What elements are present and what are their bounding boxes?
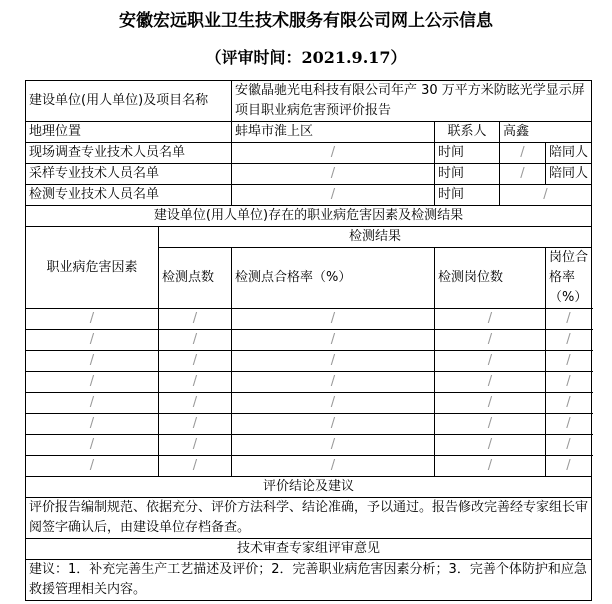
table-row (26, 372, 592, 393)
testing-time-label: 时间 (435, 185, 500, 206)
table-cell: / (26, 393, 159, 414)
table-cell: / (546, 435, 592, 456)
survey-time-label: 时间 (435, 143, 500, 164)
table-row (26, 414, 592, 435)
table-cell: / (159, 456, 232, 477)
table-cell: / (232, 414, 435, 435)
table-cell: / (435, 456, 546, 477)
review-date: （评审时间：2021.9.17） (205, 48, 407, 67)
col-header-point-rate: 检测点合格率（%） (232, 248, 435, 309)
table-cell: / (435, 330, 546, 351)
table-row (26, 351, 592, 372)
table-cell: / (159, 309, 232, 330)
table-cell: / (546, 393, 592, 414)
table-cell: / (159, 393, 232, 414)
testing-value: / (232, 185, 435, 206)
table-row (26, 330, 592, 351)
table-cell: / (159, 372, 232, 393)
table-cell: / (159, 414, 232, 435)
col-header-post-rate: 岗位合格率（%） (546, 248, 592, 309)
table-cell: / (435, 372, 546, 393)
table-cell: / (546, 351, 592, 372)
table-cell: / (546, 456, 592, 477)
table-cell: / (26, 435, 159, 456)
table-cell: / (26, 456, 159, 477)
page-title: 安徽宏远职业卫生技术服务有限公司网上公示信息 (119, 11, 493, 31)
sampling-companion-label: 陪同人 (546, 164, 592, 185)
table-cell: / (232, 456, 435, 477)
table-cell: / (232, 309, 435, 330)
table-cell: / (546, 309, 592, 330)
sampling-time-value: / (500, 164, 546, 185)
table-cell: / (159, 351, 232, 372)
survey-label: 现场调查专业技术人员名单 (26, 143, 232, 164)
hazards-section-title: 建设单位(用人单位)存在的职业病危害因素及检测结果 (26, 206, 592, 227)
unit-value: 安徽晶驰光电科技有限公司年产 30 万平方米防眩光学显示屏项目职业病危害预评价报告 (232, 81, 592, 122)
table-cell: / (546, 414, 592, 435)
table-cell: / (232, 435, 435, 456)
col-header-points: 检测点数 (159, 248, 232, 309)
table-cell: / (546, 372, 592, 393)
table-cell: / (232, 393, 435, 414)
table-cell: / (435, 435, 546, 456)
sampling-label: 采样专业技术人员名单 (26, 164, 232, 185)
table-cell: / (26, 330, 159, 351)
table-cell: / (159, 330, 232, 351)
table-cell: / (26, 414, 159, 435)
table-cell: / (232, 372, 435, 393)
location-value: 蚌埠市淮上区 (232, 122, 435, 143)
testing-label: 检测专业技术人员名单 (26, 185, 232, 206)
table-cell: / (232, 330, 435, 351)
survey-companion-label: 陪同人 (546, 143, 592, 164)
table-row (26, 435, 592, 456)
testing-time-value: / (500, 185, 592, 206)
table-cell: / (26, 372, 159, 393)
info-table (25, 80, 592, 601)
conclusion-title: 评价结论及建议 (26, 477, 592, 498)
table-cell: / (435, 351, 546, 372)
contact-value: 高鑫 (500, 122, 592, 143)
table-row (26, 393, 592, 414)
survey-value: / (232, 143, 435, 164)
table-cell: / (26, 309, 159, 330)
table-row (26, 456, 592, 477)
conclusion-text: 评价报告编制规范、依据充分、评价方法科学、结论准确，予以通过。报告修改完善经专家组长审阅签字确认后，由建设单位存档备查。 (26, 498, 592, 539)
sampling-value: / (232, 164, 435, 185)
table-cell: / (435, 309, 546, 330)
table-cell: / (435, 393, 546, 414)
results-header: 检测结果 (159, 227, 592, 248)
review-title: 技术审查专家组评审意见 (26, 539, 592, 560)
table-cell: / (232, 351, 435, 372)
factor-header: 职业病危害因素 (26, 227, 159, 309)
review-text: 建议：1．补充完善生产工艺描述及评价；2．完善职业病危害因素分析；3．完善个体防护和应急救援管理相关内容。 (26, 560, 592, 601)
survey-time-value: / (500, 143, 546, 164)
unit-label: 建设单位(用人单位)及项目名称 (26, 81, 232, 122)
table-cell: / (435, 414, 546, 435)
col-header-posts: 检测岗位数 (435, 248, 546, 309)
contact-label: 联系人 (435, 122, 500, 143)
table-cell: / (546, 330, 592, 351)
location-label: 地理位置 (26, 122, 232, 143)
table-cell: / (26, 351, 159, 372)
table-row (26, 309, 592, 330)
sampling-time-label: 时间 (435, 164, 500, 185)
table-cell: / (159, 435, 232, 456)
